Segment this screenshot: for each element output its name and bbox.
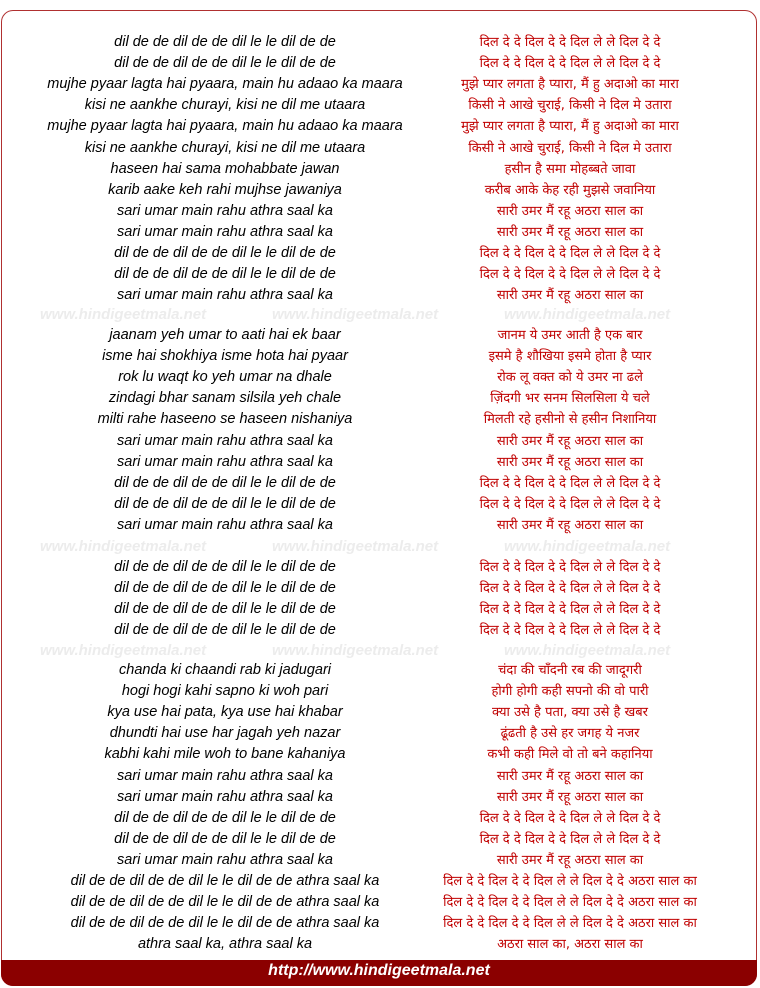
lyric-line (0, 452, 760, 473)
lyric-line (0, 116, 760, 137)
lyric-devanagari: दिल दे दे दिल दे दे दिल ले ले दिल दे दे (479, 560, 661, 575)
lyric-roman: athra saal ka, athra saal ka (137, 936, 313, 953)
lyric-devanagari: रोक लू वक्त को ये उमर ना ढले (497, 370, 643, 386)
lyric-line (0, 744, 760, 765)
lyric-line (0, 201, 760, 222)
lyric-devanagari: दिल दे दे दिल दे दे दिल ले ले दिल दे दे (479, 267, 661, 283)
lyric-roman: dil de de dil de de dil le le dil de de (114, 830, 336, 847)
lyric-devanagari: सारी उमर मैं रहू अठरा साल का (496, 224, 644, 240)
lyric-roman: dil de de dil de de dil le le dil de de athra saal ka (70, 894, 380, 911)
lyric-line (0, 934, 760, 955)
lyric-devanagari: सारी उमर मैं रहू अठरा साल का (496, 288, 644, 304)
lyric-devanagari: दिल दे दे दिल दे दे दिल ले ले दिल दे दे (479, 246, 661, 261)
footer-bar (1, 960, 757, 986)
lyric-roman: sari umar main rahu athra saal ka (117, 223, 333, 240)
lyric-roman: sari umar main rahu athra saal ka (117, 851, 333, 868)
lyric-devanagari: दिल दे दे दिल दे दे दिल ले ले दिल दे दे (479, 581, 661, 597)
lyric-devanagari: कभी कही मिले वो तो बने कहानिया (487, 747, 653, 763)
lyric-devanagari: सारी उमर मैं रहू अठरा साल का (496, 454, 644, 470)
lyric-roman: rok lu waqt ko yeh umar na dhale (118, 369, 332, 386)
watermark-text: www.hindigeetmala.net (272, 306, 439, 323)
lyric-devanagari: जानम ये उमर आती है एक बार (497, 328, 643, 343)
lyric-roman: dhundti hai use har jagah yeh nazar (109, 725, 341, 742)
lyric-devanagari: किसी ने आखे चुराई, किसी ने दिल मे उतारा (468, 98, 672, 114)
lyric-line (0, 264, 760, 285)
lyric-devanagari: दिल दे दे दिल दे दे दिल ले ले दिल दे दे अठरा साल का (443, 895, 697, 911)
lyric-roman: kabhi kahi mile woh to bane kahaniya (104, 746, 346, 763)
lyric-line (0, 494, 760, 515)
lyric-devanagari: दिल दे दे दिल दे दे दिल ले ले दिल दे दे (479, 623, 661, 639)
watermark-text: www.hindigeetmala.net (40, 642, 207, 659)
lyric-roman: haseen hai sama mohabbate jawan (110, 160, 340, 177)
lyric-roman: sari umar main rahu athra saal ka (117, 453, 333, 470)
lyric-devanagari: किसी ने आखे चुराई, किसी ने दिल मे उतारा (468, 140, 672, 156)
lyric-roman: dil de de dil de de dil le le dil de de (114, 580, 336, 597)
lyric-roman: mujhe pyaar lagta hai pyaara, main hu adaao ka maara (47, 118, 403, 135)
lyric-devanagari: दिल दे दे दिल दे दे दिल ले ले दिल दे दे अठरा साल का (443, 874, 697, 889)
lyric-roman: dil de de dil de de dil le le dil de de (114, 474, 336, 491)
lyric-line (0, 829, 760, 850)
lyric-line (0, 766, 760, 787)
lyric-roman: milti rahe haseeno se haseen nishaniya (97, 411, 353, 428)
lyric-roman: dil de de dil de de dil le le dil de de (114, 601, 336, 618)
lyric-roman: sari umar main rahu athra saal ka (117, 516, 333, 533)
lyric-line (0, 32, 760, 53)
lyric-roman: dil de de dil de de dil le le dil de de athra saal ka (70, 915, 380, 932)
lyric-devanagari: अठरा साल का, अठरा साल का (497, 937, 643, 953)
lyric-line (0, 388, 760, 409)
lyric-line (0, 850, 760, 871)
lyric-line (0, 578, 760, 599)
lyric-line (0, 367, 760, 388)
lyric-devanagari: मुझे प्यार लगता है प्यारा, मैं हु अदाओ का मारा (461, 119, 679, 135)
lyric-line (0, 473, 760, 494)
lyric-devanagari: करीब आके केह रही मुझसे जवानिया (484, 182, 656, 198)
lyric-roman: chanda ki chaandi rab ki jadugari (119, 662, 331, 678)
lyric-devanagari: सारी उमर मैं रहू अठरा साल का (496, 789, 644, 805)
watermark-text: www.hindigeetmala.net (504, 642, 671, 659)
lyric-roman: dil de de dil de de dil le le dil de de (114, 622, 336, 639)
watermark-row (0, 537, 760, 557)
watermark-text: www.hindigeetmala.net (504, 538, 671, 555)
lyric-line (0, 159, 760, 180)
lyric-devanagari: सारी उमर मैं रहू अठरा साल का (496, 852, 644, 868)
lyric-roman: isme hai shokhiya isme hota hai pyaar (102, 348, 348, 365)
lyric-line (0, 599, 760, 620)
lyric-roman: dil de de dil de de dil le le dil de de (114, 559, 336, 575)
lyric-line (0, 285, 760, 306)
lyric-line (0, 702, 760, 723)
lyric-roman: sari umar main rahu athra saal ka (117, 432, 333, 449)
lyric-line (0, 409, 760, 430)
lyric-line (0, 243, 760, 264)
lyric-line (0, 346, 760, 367)
lyric-roman: sari umar main rahu athra saal ka (117, 788, 333, 805)
lyric-line (0, 660, 760, 681)
lyric-devanagari: मुझे प्यार लगता है प्यारा, मैं हु अदाओ का मारा (461, 77, 679, 93)
lyric-line (0, 913, 760, 934)
lyric-roman: dil de de dil de de dil le le dil de de (114, 495, 336, 512)
lyric-roman: jaanam yeh umar to aati hai ek baar (109, 327, 341, 343)
lyric-line (0, 681, 760, 702)
lyric-roman: kisi ne aankhe churayi, kisi ne dil me utaara (84, 139, 366, 156)
lyric-devanagari: दिल दे दे दिल दे दे दिल ले ले दिल दे दे (479, 35, 661, 50)
lyric-devanagari: ढूंढती है उसे हर जगह ये नजर (500, 726, 640, 742)
lyric-roman: kisi ne aankhe churayi, kisi ne dil me utaara (84, 97, 366, 114)
lyric-roman: dil de de dil de de dil le le dil de de athra saal ka (70, 873, 380, 889)
lyric-roman: zindagi bhar sanam silsila yeh chale (108, 390, 342, 407)
lyric-devanagari: सारी उमर मैं रहू अठरा साल का (496, 517, 644, 533)
lyric-devanagari: दिल दे दे दिल दे दे दिल ले ले दिल दे दे (479, 475, 661, 491)
lyric-roman: karib aake keh rahi mujhse jawaniya (108, 181, 342, 198)
lyric-devanagari: सारी उमर मैं रहू अठरा साल का (496, 433, 644, 449)
lyric-devanagari: चंदा की चाँदनी रब की जादूगरी (498, 663, 642, 678)
lyric-devanagari: सारी उमर मैं रहू अठरा साल का (496, 768, 644, 784)
lyric-line (0, 180, 760, 201)
lyric-line (0, 74, 760, 95)
watermark-text: www.hindigeetmala.net (40, 538, 207, 555)
lyric-roman: sari umar main rahu athra saal ka (117, 202, 333, 219)
lyric-devanagari: दिल दे दे दिल दे दे दिल ले ले दिल दे दे (479, 810, 661, 826)
lyric-line (0, 808, 760, 829)
lyric-roman: dil de de dil de de dil le le dil de de (114, 245, 336, 261)
lyric-line (0, 871, 760, 892)
lyric-line (0, 787, 760, 808)
lyric-roman: sari umar main rahu athra saal ka (117, 287, 333, 304)
lyric-line (0, 325, 760, 346)
lyric-line (0, 892, 760, 913)
lyric-devanagari: सारी उमर मैं रहू अठरा साल का (496, 203, 644, 219)
lyric-devanagari: होगी होगी कही सपनो की वो पारी (491, 684, 649, 700)
lyric-roman: hogi hogi kahi sapno ki woh pari (121, 683, 329, 700)
lyric-roman: dil de de dil de de dil le le dil de de (114, 34, 336, 50)
lyric-devanagari: मिलती रहे हसीनो से हसीन निशानिया (483, 412, 657, 428)
lyric-roman: mujhe pyaar lagta hai pyaara, main hu adaao ka maara (47, 76, 403, 93)
lyric-roman: dil de de dil de de dil le le dil de de (114, 55, 336, 72)
lyric-devanagari: इसमे है शौखिया इसमे होता है प्यार (488, 349, 652, 365)
lyric-line (0, 431, 760, 452)
lyric-line (0, 53, 760, 74)
lyric-line (0, 222, 760, 243)
lyric-devanagari: दिल दे दे दिल दे दे दिल ले ले दिल दे दे अठरा साल का (443, 916, 697, 932)
lyric-line (0, 515, 760, 536)
lyric-line (0, 557, 760, 578)
watermark-row (0, 305, 760, 325)
lyric-line (0, 620, 760, 641)
lyric-devanagari: दिल दे दे दिल दे दे दिल ले ले दिल दे दे (479, 831, 661, 847)
lyric-devanagari: दिल दे दे दिल दे दे दिल ले ले दिल दे दे (479, 56, 661, 72)
watermark-row (0, 641, 760, 661)
watermark-text: www.hindigeetmala.net (272, 642, 439, 659)
watermark-text: www.hindigeetmala.net (40, 306, 207, 323)
lyric-roman: dil de de dil de de dil le le dil de de (114, 809, 336, 826)
lyric-line (0, 138, 760, 159)
lyric-devanagari: क्या उसे है पता, क्या उसे है खबर (492, 705, 648, 721)
lyric-line (0, 95, 760, 116)
lyric-devanagari: ज़िंदगी भर सनम सिलसिला ये चले (490, 391, 650, 407)
lyric-line (0, 723, 760, 744)
lyric-roman: dil de de dil de de dil le le dil de de (114, 266, 336, 283)
lyric-roman: sari umar main rahu athra saal ka (117, 767, 333, 784)
lyric-devanagari: दिल दे दे दिल दे दे दिल ले ले दिल दे दे (479, 602, 661, 618)
watermark-text: www.hindigeetmala.net (272, 538, 439, 555)
lyric-devanagari: दिल दे दे दिल दे दे दिल ले ले दिल दे दे (479, 496, 661, 512)
lyric-roman: kya use hai pata, kya use hai khabar (107, 704, 343, 721)
footer-url[interactable]: http://www.hindigeetmala.net (268, 962, 490, 979)
watermark-text: www.hindigeetmala.net (504, 306, 671, 323)
lyric-devanagari: हसीन है समा मोहब्बते जावा (504, 161, 636, 177)
